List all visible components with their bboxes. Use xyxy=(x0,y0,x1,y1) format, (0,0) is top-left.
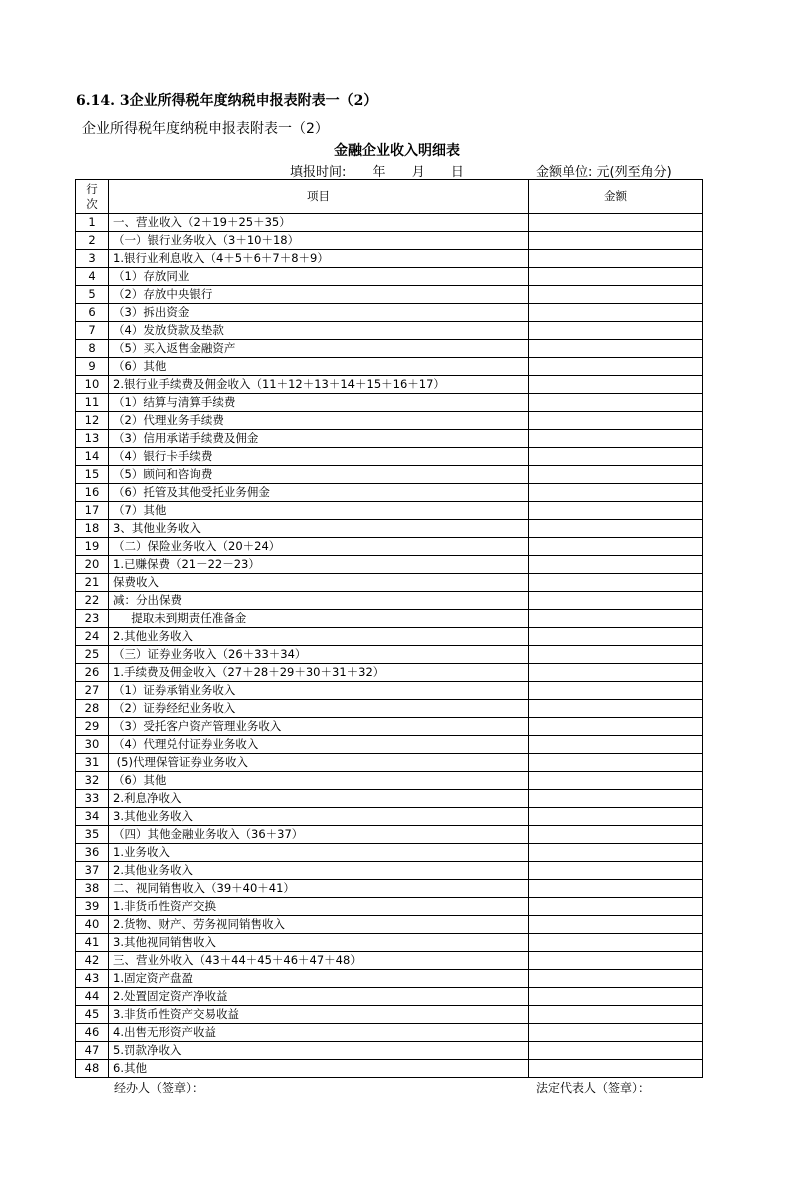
table-row xyxy=(76,322,703,340)
legal-rep-signature: 法定代表人（签章）： xyxy=(536,1081,651,1095)
fill-time-day: 日 xyxy=(450,165,464,180)
row-item: 三、营业外收入（43＋44＋45＋46＋47＋48） xyxy=(109,952,529,970)
row-number: 17 xyxy=(76,502,109,520)
row-item: （3）拆出资金 xyxy=(109,304,529,322)
row-amount-cell[interactable] xyxy=(529,214,703,232)
row-number: 27 xyxy=(76,682,109,700)
row-amount-cell[interactable] xyxy=(529,1042,703,1060)
row-amount-cell[interactable] xyxy=(529,934,703,952)
row-number: 45 xyxy=(76,1006,109,1024)
row-item: （3）信用承诺手续费及佣金 xyxy=(109,430,529,448)
row-item: （6）其他 xyxy=(109,358,529,376)
row-item: 3.非货币性资产交易收益 xyxy=(109,1006,529,1024)
table-row xyxy=(76,286,703,304)
row-amount-cell[interactable] xyxy=(529,394,703,412)
table-row xyxy=(76,682,703,700)
row-number: 2 xyxy=(76,232,109,250)
row-item: （1）证券承销业务收入 xyxy=(109,682,529,700)
row-amount-cell[interactable] xyxy=(529,484,703,502)
row-item: （6）托管及其他受托业务佣金 xyxy=(109,484,529,502)
row-amount-cell[interactable] xyxy=(529,520,703,538)
row-item: 1.银行业利息收入（4＋5＋6＋7＋8＋9） xyxy=(109,250,529,268)
row-item: 减：分出保费 xyxy=(109,592,529,610)
table-row xyxy=(76,718,703,736)
row-item: 2.银行业手续费及佣金收入（11＋12＋13＋14＋15＋16＋17） xyxy=(109,376,529,394)
row-number: 19 xyxy=(76,538,109,556)
row-amount-cell[interactable] xyxy=(529,466,703,484)
row-item: 二、视同销售收入（39＋40＋41） xyxy=(109,880,529,898)
row-amount-cell[interactable] xyxy=(529,754,703,772)
handler-signature: 经办人（签章）： xyxy=(114,1081,205,1095)
row-number: 16 xyxy=(76,484,109,502)
row-amount-cell[interactable] xyxy=(529,700,703,718)
table-row xyxy=(76,898,703,916)
row-amount-cell[interactable] xyxy=(529,412,703,430)
table-row xyxy=(76,304,703,322)
fill-time-label: 填报时间: xyxy=(290,165,347,180)
row-number: 21 xyxy=(76,574,109,592)
row-item: 2.货物、财产、劳务视同销售收入 xyxy=(109,916,529,934)
row-amount-cell[interactable] xyxy=(529,736,703,754)
table-row xyxy=(76,772,703,790)
table-row xyxy=(76,1042,703,1060)
table-row xyxy=(76,916,703,934)
row-amount-cell[interactable] xyxy=(529,1006,703,1024)
row-number: 7 xyxy=(76,322,109,340)
row-amount-cell[interactable] xyxy=(529,952,703,970)
row-amount-cell[interactable] xyxy=(529,286,703,304)
row-item: 一、营业收入（2＋19＋25＋35） xyxy=(109,214,529,232)
table-row xyxy=(76,268,703,286)
row-number: 38 xyxy=(76,880,109,898)
row-item: 5.罚款净收入 xyxy=(109,1042,529,1060)
row-amount-cell[interactable] xyxy=(529,628,703,646)
row-amount-cell[interactable] xyxy=(529,610,703,628)
row-amount-cell[interactable] xyxy=(529,430,703,448)
table-row xyxy=(76,700,703,718)
table-row xyxy=(76,340,703,358)
row-number: 8 xyxy=(76,340,109,358)
row-amount-cell[interactable] xyxy=(529,808,703,826)
row-item: （四）其他金融业务收入（36＋37） xyxy=(109,826,529,844)
fill-time-month: 月 xyxy=(411,165,425,180)
row-amount-cell[interactable] xyxy=(529,250,703,268)
row-number: 30 xyxy=(76,736,109,754)
row-amount-cell[interactable] xyxy=(529,664,703,682)
table-row xyxy=(76,628,703,646)
row-amount-cell[interactable] xyxy=(529,1024,703,1042)
row-number: 10 xyxy=(76,376,109,394)
row-number: 31 xyxy=(76,754,109,772)
row-number: 42 xyxy=(76,952,109,970)
row-number: 14 xyxy=(76,448,109,466)
income-detail-table xyxy=(75,179,703,1078)
row-number: 11 xyxy=(76,394,109,412)
row-amount-cell[interactable] xyxy=(529,592,703,610)
row-number: 5 xyxy=(76,286,109,304)
row-item: （5）顾问和咨询费 xyxy=(109,466,529,484)
row-number: 15 xyxy=(76,466,109,484)
row-number: 23 xyxy=(76,610,109,628)
row-item: （三）证券业务收入（26＋33＋34） xyxy=(109,646,529,664)
table-row xyxy=(76,826,703,844)
row-item: （4）代理兑付证券业务收入 xyxy=(109,736,529,754)
row-item: （1）存放同业 xyxy=(109,268,529,286)
row-item: 2.其他业务收入 xyxy=(109,862,529,880)
row-item: 2.其他业务收入 xyxy=(109,628,529,646)
row-number: 18 xyxy=(76,520,109,538)
row-amount-cell[interactable] xyxy=(529,772,703,790)
row-item: （6）其他 xyxy=(109,772,529,790)
row-amount-cell[interactable] xyxy=(529,880,703,898)
row-item: 保费收入 xyxy=(109,574,529,592)
fill-time-year: 年 xyxy=(372,165,386,180)
row-number: 22 xyxy=(76,592,109,610)
row-item: （3）受托客户资产管理业务收入 xyxy=(109,718,529,736)
row-amount-cell[interactable] xyxy=(529,322,703,340)
row-item: （4）发放贷款及垫款 xyxy=(109,322,529,340)
row-number: 33 xyxy=(76,790,109,808)
row-amount-cell[interactable] xyxy=(529,232,703,250)
row-number: 13 xyxy=(76,430,109,448)
row-item: （2）代理业务手续费 xyxy=(109,412,529,430)
row-amount-cell[interactable] xyxy=(529,646,703,664)
table-row xyxy=(76,952,703,970)
amount-unit: 金额单位: 元(列至角分) xyxy=(536,165,672,180)
row-amount-cell[interactable] xyxy=(529,538,703,556)
row-number: 9 xyxy=(76,358,109,376)
row-number: 47 xyxy=(76,1042,109,1060)
table-row xyxy=(76,880,703,898)
table-row xyxy=(76,574,703,592)
row-amount-cell[interactable] xyxy=(529,898,703,916)
row-item: 提取未到期责任准备金 xyxy=(109,610,529,628)
table-row xyxy=(76,862,703,880)
row-item: 3.其他业务收入 xyxy=(109,808,529,826)
table-row xyxy=(76,358,703,376)
row-amount-cell[interactable] xyxy=(529,340,703,358)
row-item: (5)代理保管证券业务收入 xyxy=(109,754,529,772)
table-row xyxy=(76,466,703,484)
row-amount-cell[interactable] xyxy=(529,916,703,934)
row-item: 1.手续费及佣金收入（27＋28＋29＋30＋31＋32） xyxy=(109,664,529,682)
header-amount: 金额 xyxy=(529,180,703,214)
row-amount-cell[interactable] xyxy=(529,358,703,376)
row-number: 4 xyxy=(76,268,109,286)
table-row xyxy=(76,844,703,862)
row-number: 29 xyxy=(76,718,109,736)
row-number: 32 xyxy=(76,772,109,790)
row-number: 46 xyxy=(76,1024,109,1042)
table-row xyxy=(76,1060,703,1078)
row-amount-cell[interactable] xyxy=(529,988,703,1006)
table-row xyxy=(76,1006,703,1024)
row-item: （1）结算与清算手续费 xyxy=(109,394,529,412)
table-row xyxy=(76,988,703,1006)
table-row xyxy=(76,538,703,556)
row-item: （一）银行业务收入（3＋10＋18） xyxy=(109,232,529,250)
row-amount-cell[interactable] xyxy=(529,790,703,808)
row-amount-cell[interactable] xyxy=(529,682,703,700)
row-amount-cell[interactable] xyxy=(529,448,703,466)
table-row xyxy=(76,646,703,664)
row-number: 35 xyxy=(76,826,109,844)
row-item: 1.业务收入 xyxy=(109,844,529,862)
table-row xyxy=(76,754,703,772)
table-row xyxy=(76,448,703,466)
table-row xyxy=(76,376,703,394)
table-row xyxy=(76,520,703,538)
table-row xyxy=(76,250,703,268)
row-item: （二）保险业务收入（20＋24） xyxy=(109,538,529,556)
row-item: （4）银行卡手续费 xyxy=(109,448,529,466)
row-item: 2.利息净收入 xyxy=(109,790,529,808)
row-number: 1 xyxy=(76,214,109,232)
table-body xyxy=(76,214,703,1078)
row-amount-cell[interactable] xyxy=(529,556,703,574)
row-number: 20 xyxy=(76,556,109,574)
form-subtitle: 企业所得税年度纳税申报表附表一（2） xyxy=(82,121,329,137)
row-number: 48 xyxy=(76,1060,109,1078)
row-number: 26 xyxy=(76,664,109,682)
row-number: 6 xyxy=(76,304,109,322)
row-item: 3.其他视同销售收入 xyxy=(109,934,529,952)
row-number: 44 xyxy=(76,988,109,1006)
row-item: 1.非货币性资产交换 xyxy=(109,898,529,916)
row-number: 36 xyxy=(76,844,109,862)
table-row xyxy=(76,736,703,754)
table-row xyxy=(76,1024,703,1042)
table-title: 金融企业收入明细表 xyxy=(334,143,460,159)
table-row xyxy=(76,484,703,502)
table-row xyxy=(76,394,703,412)
row-item: （5）买入返售金融资产 xyxy=(109,340,529,358)
row-number: 12 xyxy=(76,412,109,430)
row-number: 25 xyxy=(76,646,109,664)
row-number: 40 xyxy=(76,916,109,934)
row-number: 24 xyxy=(76,628,109,646)
row-number: 3 xyxy=(76,250,109,268)
table-row xyxy=(76,592,703,610)
table-row xyxy=(76,214,703,232)
row-number: 43 xyxy=(76,970,109,988)
table-row xyxy=(76,934,703,952)
row-amount-cell[interactable] xyxy=(529,502,703,520)
row-number: 28 xyxy=(76,700,109,718)
row-item: （2）证券经纪业务收入 xyxy=(109,700,529,718)
row-number: 37 xyxy=(76,862,109,880)
table-row xyxy=(76,502,703,520)
table-row xyxy=(76,790,703,808)
row-item: 3、其他业务收入 xyxy=(109,520,529,538)
header-row-no: 行次 xyxy=(76,180,109,214)
table-row xyxy=(76,808,703,826)
row-amount-cell[interactable] xyxy=(529,844,703,862)
row-amount-cell[interactable] xyxy=(529,304,703,322)
table-row xyxy=(76,610,703,628)
fill-time xyxy=(290,161,486,180)
row-amount-cell[interactable] xyxy=(529,862,703,880)
row-amount-cell[interactable] xyxy=(529,574,703,592)
row-number: 41 xyxy=(76,934,109,952)
row-number: 39 xyxy=(76,898,109,916)
table-row xyxy=(76,430,703,448)
row-amount-cell[interactable] xyxy=(529,1060,703,1078)
table-row xyxy=(76,664,703,682)
row-item: 2.处置固定资产净收益 xyxy=(109,988,529,1006)
table-header-row xyxy=(76,180,703,214)
section-title: 6.14. 3企业所得税年度纳税申报表附表一（2） xyxy=(76,93,378,109)
row-item: （2）存放中央银行 xyxy=(109,286,529,304)
row-amount-cell[interactable] xyxy=(529,376,703,394)
table-row xyxy=(76,970,703,988)
row-item: 4.出售无形资产收益 xyxy=(109,1024,529,1042)
row-item: （7）其他 xyxy=(109,502,529,520)
row-item: 1.已赚保费（21－22－23） xyxy=(109,556,529,574)
row-item: 1.固定资产盘盈 xyxy=(109,970,529,988)
row-item: 6.其他 xyxy=(109,1060,529,1078)
table-row xyxy=(76,232,703,250)
row-number: 34 xyxy=(76,808,109,826)
row-amount-cell[interactable] xyxy=(529,826,703,844)
row-amount-cell[interactable] xyxy=(529,970,703,988)
header-item: 项目 xyxy=(109,180,529,214)
table-row xyxy=(76,556,703,574)
row-amount-cell[interactable] xyxy=(529,268,703,286)
row-amount-cell[interactable] xyxy=(529,718,703,736)
table-row xyxy=(76,412,703,430)
